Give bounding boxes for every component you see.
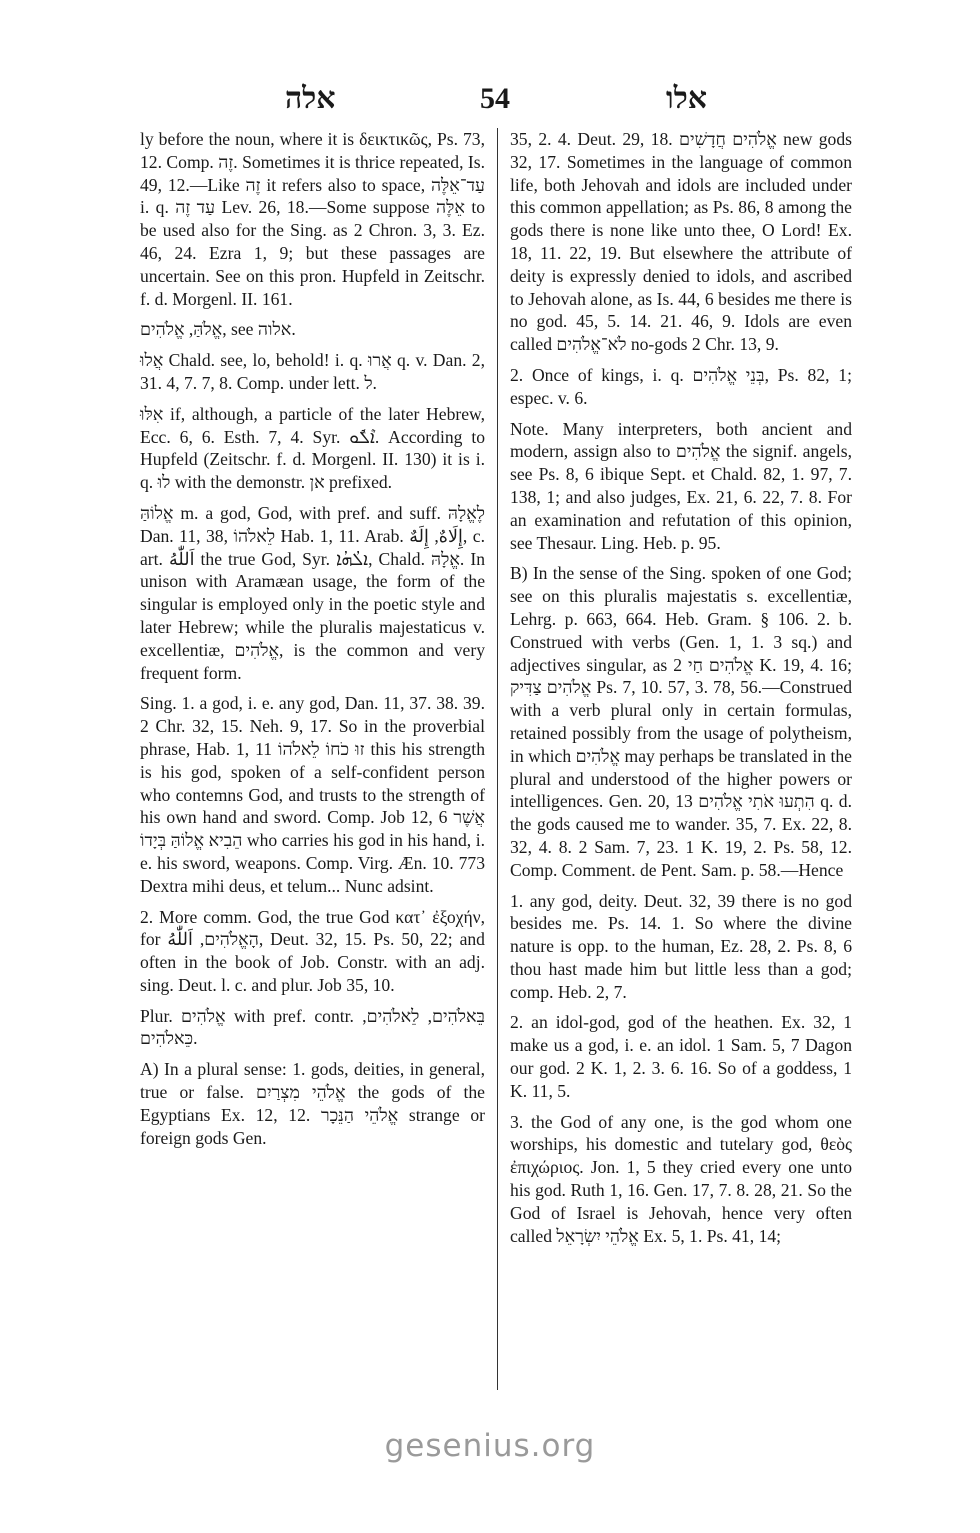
entry-paragraph: ly before the noun, where it is δεικτικῶς, Ps. 73, 12. Comp. זֶה. Sometimes it is thrice repeated, Is. 49, 12.—Like זֶה it refers also to space, עַד־אֵלֶּה i. q. עַד זֶה Lev. 26, 18.—Some suppose אֵלֶּה to be used also for the Sing. as 2 Chron. 3, 3. Ez. 46, 24. Ezra 1, 9; but these passages are uncertain. See on this pron. Hupfeld in Zeitschr. f. d. Morgenl. II. 161. — [140, 129, 486, 309]
headword-right: אלו — [666, 82, 707, 115]
entry-paragraph: Note. Many interpreters, both ancient and modern, assign also to אֱלֹהִים the signif. angels, see Ps. 8, 6 ibique Sept. et Chald. 82, 1. 97, 7. 138, 1; and also judges, Ex. 21, 6. 22, 7. 8. For an examination and refutation of this opinion, see Thesaur. Ling. Heb. p. 95. — [510, 418, 852, 553]
headword-left: אלה — [285, 82, 336, 115]
entry-paragraph: 3. the God of any one, is the god whom one worships, his domestic and tutelary god, θεὸς ἐπιχώριος. Jon. 1, 5 they cried every one unto his god. Ruth 1, 16. Gen. 17, 7. 8. 28, 21. So the God of Israel is Jehovah, hence very often called אֱלֹהֵי יִשְׂרָאֵל Ex. 5, 1. Ps. 41, 14; — [510, 1111, 852, 1246]
page-number: 54 — [480, 82, 510, 115]
entry-paragraph: אֲלוּ Chald. see, lo, behold! i. q. אֲרוּ q. v. Dan. 2, 31. 4, 7. 7, 8. Comp. under lett. ל. — [140, 350, 486, 393]
entry-paragraph: אֱלוֹהַּ m. a god, God, with pref. and suff. לֶאֱלָהּ Dan. 11, 38, לֵאלֹהוֹ Hab. 1, 11. Arab. إِلَاهٌ, إِلَهٌ, c. art. اَللّٰهُ the true God, Syr. ܐܠܳܗܳܐ, Chald. אֱלָהּ. In unison with Aramæan usage, the form of the singular is employed only in the poetic style and later Hebrew; while the pluralis majestaticus v. excellentiæ, אֱלֹהִים, is the common and very frequent form. — [140, 502, 486, 683]
entry-paragraph: אֱלֹהַּ, אֱלֹהִים, see אלוה. — [140, 319, 296, 340]
column-divider — [497, 128, 498, 1390]
entry-paragraph: Plur. אֱלֹהִים with pref. contr. בֵּאלֹהִים, לֵאלֹהִים, כֵּאלֹהִים. — [140, 1005, 486, 1049]
left-column — [140, 128, 485, 1149]
entry-paragraph: 1. any god, deity. Deut. 32, 39 there is no god besides me. Ps. 14. 1. So where the divine nature is opp. to the human, Ez. 28, 2. Ps. 8, 6 thou hast made him but little less than a god; comp. Heb. 2, 7. — [510, 890, 852, 1002]
page-header — [140, 82, 852, 122]
entry-paragraph: אִלּוּ if, although, a particle of the later Hebrew, Ecc. 6, 6. Esth. 7, 4. Syr. ܐܶܠܽܘ. According to Hupfeld (Zeitschr. f. d. Morgenl. II. 130) it is i. q. לוּ with the demonstr. אן prefixed. — [140, 403, 486, 493]
entry-paragraph: B) In the sense of the Sing. spoken of one God; see on this pluralis majestatis s. excellentiæ, Lehrg. p. 663, 664. Heb. Gram. § 106. 2. b. Construed with verbs (Gen. 1, 1. 3 sq.) and adjectives singular, as אֱלֹהִים חַי 2 K. 19, 4. 16; אֱלֹהִים צַדִּיק Ps. 7, 10. 57, 3. 78, 56.—Construed with a verb plural only in certain formulas, retained possibly from the usage of polytheism, in which אֱלֹהִים may perhaps be translated in the plural and understood of the higher powers or intelligences. Gen. 20, 13 הִתְעוּ אֹתִי אֱלֹהִים q. d. the gods caused me to wander. 35, 7. Ex. 22, 8. 32, 4. 8. 2 Sam. 7, 23. 1 K. 19, 2. Ps. 58, 12. Comp. Comment. de Pent. Sam. p. 58.—Hence — [510, 563, 852, 880]
right-column — [510, 128, 852, 1247]
site-watermark: gesenius.org — [384, 1428, 596, 1464]
entry-paragraph: 2. an idol-god, god of the heathen. Ex. 32, 1 make us a god, i. e. an idol. 1 Sam. 5, 7 Dagon our god. 2 K. 1, 2. 3. 6. 16. So of a goddess, 1 K. 11, 5. — [510, 1012, 852, 1101]
entry-paragraph: A) In a plural sense: 1. gods, deities, in general, true or false. אֱלֹהֵי מִצְרַיִם the gods of the Egyptians Ex. 12, 12. אֱלֹהֵי הַנֵּכָר strange or foreign gods Gen. — [140, 1059, 485, 1148]
entry-paragraph: Sing. 1. a god, i. e. any god, Dan. 11, 37. 38. 39. 2 Chr. 32, 15. Neh. 9, 17. So in the proverbial phrase, Hab. 1, 11 זוּ כֹחוֹ לֵאלֹהוֹ this his strength is his god, spoken of a self-confident person who contemns God, and trusts to the strength of his own hand and sword. Comp. Job 12, 6 אֲשֶׁר הֵבִיא אֱלוֹהַּ בְּיָדוֹ who carries his god in his hand, i. e. his sword, weapons. Comp. Virg. Æn. 10. 773 Dextra mihi deus, et telum... Nunc adsint. — [140, 693, 485, 896]
entry-paragraph: 2. More comm. God, the true God κατ᾽ ἐξοχήν, for הָאֱלֹהִים, اَللّٰهُ, Deut. 32, 15. Ps. 50, 22; and often in the book of Job. Constr. with an adj. sing. Deut. l. c. and plur. Job 35, 10. — [140, 906, 485, 995]
entry-paragraph: 35, 2. 4. Deut. 29, 18. אֱלֹהִים חֲדָשִׁים new gods 32, 17. Sometimes in the language of common life, both Jehovah and idols are included under this common appellation; as Ps. 86, 8 among the gods there is none like unto thee, O Lord! Ex. 18, 11. 22, 19. But elsewhere the attribute of deity is expressly denied to idols, and ascribed to Jehovah alone, as Is. 44, 6 besides me there is no god. 45, 5. 14. 21. 46, 9. Idols are even called לֹא־אֱלֹהִים no-gods 2 Chr. 13, 9. — [510, 129, 852, 355]
entry-paragraph: 2. Once of kings, i. q. בְּנֵי אֱלֹהִים, Ps. 82, 1; espec. v. 6. — [510, 364, 852, 408]
